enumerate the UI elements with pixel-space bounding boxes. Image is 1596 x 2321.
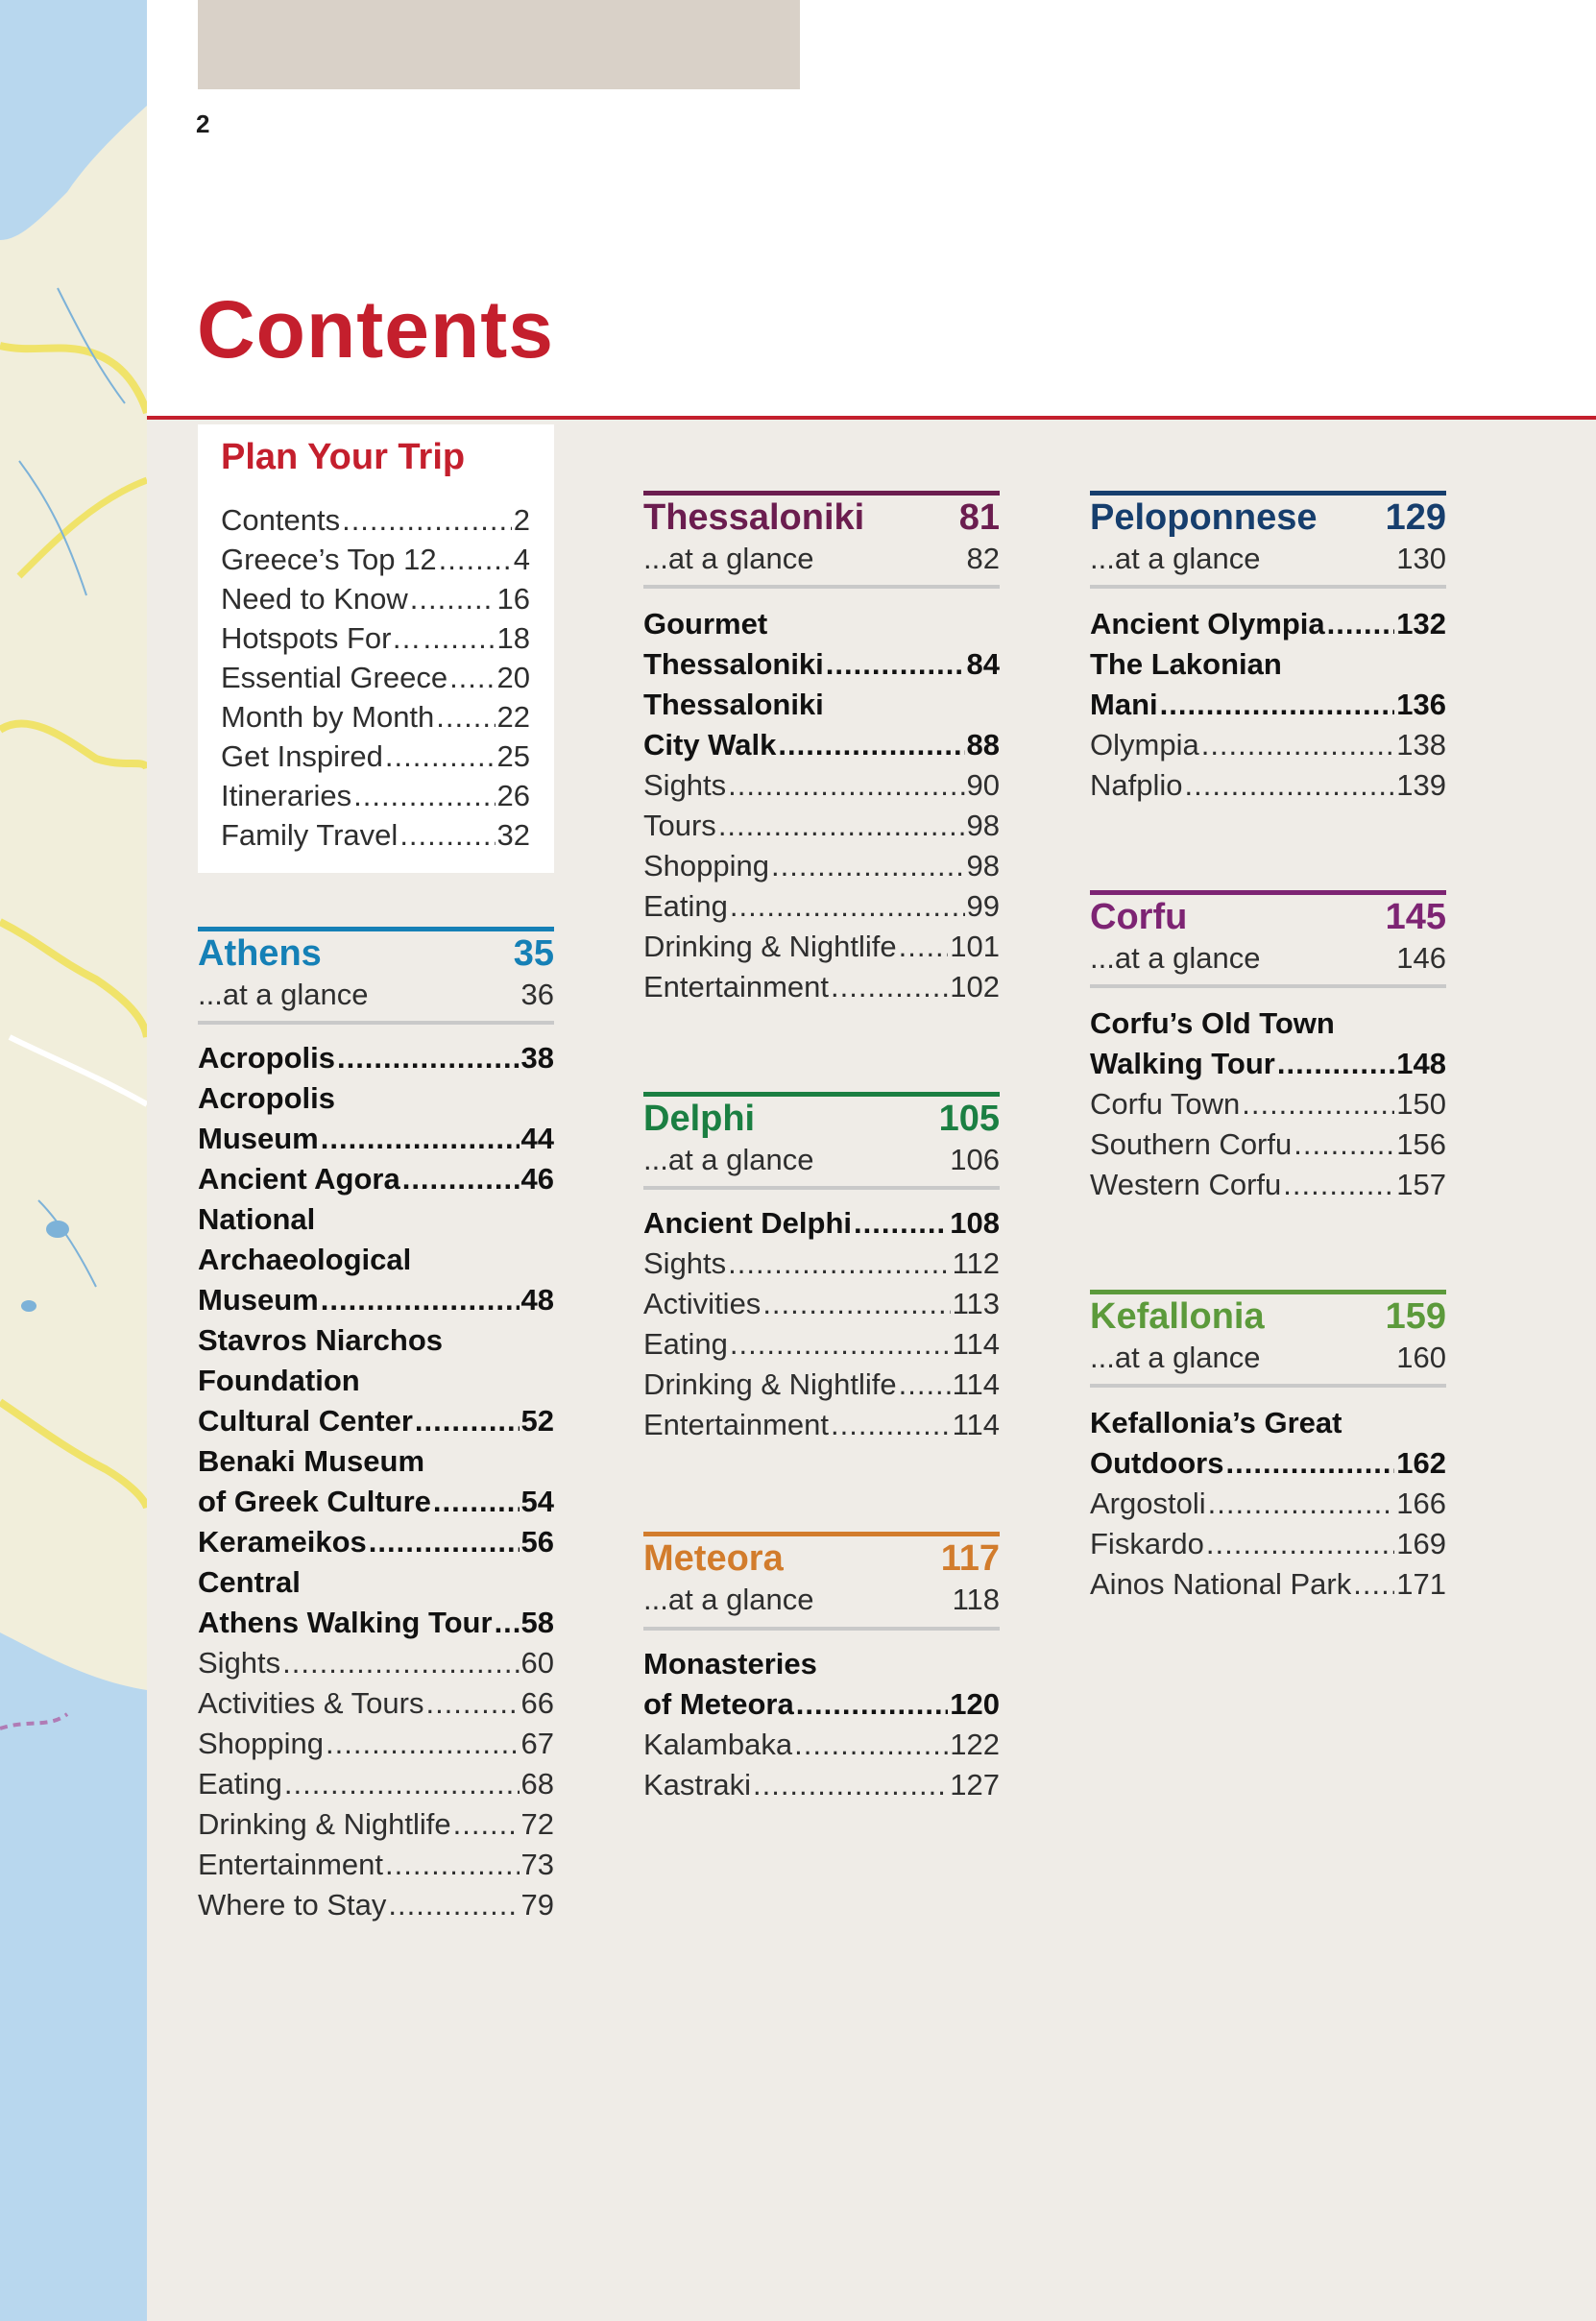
athens-rule: [198, 927, 554, 931]
toc-item[interactable]: Southern Corfu ..... 156: [1090, 1127, 1446, 1167]
toc-item[interactable]: Itineraries ..... 26: [221, 779, 530, 818]
section-header-thessaloniki[interactable]: Thessaloniki 81: [643, 497, 1000, 538]
toc-item[interactable]: Entertainment ..... 73: [198, 1848, 554, 1887]
toc-item-wrap[interactable]: Central: [198, 1565, 301, 1599]
toc-item[interactable]: Eating ..... 68: [198, 1767, 554, 1806]
toc-item[interactable]: Kalambaka ..... 122: [643, 1728, 1000, 1767]
toc-item[interactable]: Thessaloniki ..... 84: [643, 647, 1000, 687]
toc-item[interactable]: Activities ..... 113: [643, 1287, 1000, 1326]
corfu-rule: [1090, 890, 1446, 895]
toc-item[interactable]: Where to Stay ..... 79: [198, 1888, 554, 1927]
kefallonia-rule: [1090, 1290, 1446, 1294]
toc-item[interactable]: City Walk ..... 88: [643, 728, 1000, 767]
peloponnese-rule: [1090, 491, 1446, 496]
toc-item[interactable]: Drinking & Nightlife ..... 72: [198, 1807, 554, 1847]
delphi-at-a-glance[interactable]: ...at a glance 106: [643, 1143, 1000, 1176]
section-header-athens[interactable]: Athens 35: [198, 933, 554, 974]
section-header-corfu[interactable]: Corfu 145: [1090, 897, 1446, 937]
kefallonia-glance-rule: [1090, 1384, 1446, 1388]
toc-item-wrap[interactable]: Benaki Museum: [198, 1444, 425, 1478]
toc-item[interactable]: of Greek Culture ..... 54: [198, 1485, 554, 1524]
toc-item[interactable]: Mani ..... 136: [1090, 688, 1446, 727]
toc-item[interactable]: Contents ..... 2: [221, 503, 530, 543]
toc-item-wrap[interactable]: National: [198, 1202, 316, 1236]
toc-item[interactable]: Essential Greece ..... 20: [221, 661, 530, 700]
toc-item-wrap[interactable]: Thessaloniki: [643, 688, 824, 721]
meteora-at-a-glance[interactable]: ...at a glance 118: [643, 1583, 1000, 1616]
corfu-glance-rule: [1090, 984, 1446, 988]
toc-item[interactable]: of Meteora ..... 120: [643, 1687, 1000, 1727]
toc-item-wrap[interactable]: Kefallonia’s Great: [1090, 1406, 1342, 1439]
athens-glance-rule: [198, 1021, 554, 1025]
toc-item[interactable]: Olympia ..... 138: [1090, 728, 1446, 767]
toc-item[interactable]: Walking Tour ..... 148: [1090, 1047, 1446, 1086]
meteora-glance-rule: [643, 1627, 1000, 1631]
toc-item[interactable]: Athens Walking Tour ..... 58: [198, 1606, 554, 1645]
toc-item[interactable]: Shopping ..... 67: [198, 1727, 554, 1766]
toc-item-wrap[interactable]: Stavros Niarchos: [198, 1323, 443, 1357]
toc-item[interactable]: Eating ..... 99: [643, 889, 1000, 929]
toc-item[interactable]: Hotspots For… ..... 18: [221, 621, 530, 661]
toc-item[interactable]: Ancient Delphi ..... 108: [643, 1206, 1000, 1245]
toc-item-wrap[interactable]: Foundation: [198, 1364, 360, 1397]
thessaloniki-rule: [643, 491, 1000, 496]
section-header-delphi[interactable]: Delphi 105: [643, 1099, 1000, 1139]
toc-item[interactable]: Corfu Town ..... 150: [1090, 1087, 1446, 1126]
kefallonia-at-a-glance[interactable]: ...at a glance 160: [1090, 1341, 1446, 1374]
corfu-at-a-glance[interactable]: ...at a glance 146: [1090, 941, 1446, 975]
page-number: 2: [196, 109, 210, 138]
map-strip: [0, 0, 147, 2321]
plan-your-trip-heading: Plan Your Trip: [221, 437, 466, 477]
delphi-glance-rule: [643, 1186, 1000, 1190]
toc-item[interactable]: Ainos National Park ..... 171: [1090, 1567, 1446, 1607]
toc-item[interactable]: Outdoors ..... 162: [1090, 1446, 1446, 1486]
thessaloniki-glance-rule: [643, 585, 1000, 589]
toc-item-wrap[interactable]: Corfu’s Old Town: [1090, 1006, 1335, 1040]
peloponnese-at-a-glance[interactable]: ...at a glance 130: [1090, 542, 1446, 575]
toc-item[interactable]: Ancient Agora ..... 46: [198, 1162, 554, 1201]
toc-item[interactable]: Tours ..... 98: [643, 809, 1000, 848]
toc-item[interactable]: Entertainment ..... 102: [643, 970, 1000, 1009]
toc-item-wrap[interactable]: The Lakonian: [1090, 647, 1282, 681]
thessaloniki-at-a-glance[interactable]: ...at a glance 82: [643, 542, 1000, 575]
toc-item[interactable]: Drinking & Nightlife ..... 114: [643, 1367, 1000, 1407]
toc-item-wrap[interactable]: Archaeological: [198, 1243, 412, 1276]
page-title: Contents: [197, 284, 554, 375]
toc-item[interactable]: Shopping ..... 98: [643, 849, 1000, 888]
toc-item[interactable]: Nafplio ..... 139: [1090, 768, 1446, 808]
toc-item[interactable]: Entertainment ..... 114: [643, 1408, 1000, 1447]
toc-item[interactable]: Museum ..... 44: [198, 1122, 554, 1161]
toc-item[interactable]: Sights ..... 112: [643, 1246, 1000, 1286]
toc-item-wrap[interactable]: Monasteries: [643, 1647, 817, 1680]
athens-at-a-glance[interactable]: ...at a glance 36: [198, 978, 554, 1011]
toc-item[interactable]: Greece’s Top 12 ..... 4: [221, 543, 530, 582]
toc-item[interactable]: Fiskardo ..... 169: [1090, 1527, 1446, 1566]
section-header-kefallonia[interactable]: Kefallonia 159: [1090, 1296, 1446, 1337]
toc-item[interactable]: Sights ..... 90: [643, 768, 1000, 808]
peloponnese-glance-rule: [1090, 585, 1446, 589]
title-divider: [147, 416, 1596, 420]
toc-item[interactable]: Month by Month ..... 22: [221, 700, 530, 739]
toc-item[interactable]: Museum ..... 48: [198, 1283, 554, 1322]
toc-item[interactable]: Activities & Tours ..... 66: [198, 1686, 554, 1726]
decorative-bar: [198, 0, 800, 89]
toc-item[interactable]: Sights ..... 60: [198, 1646, 554, 1685]
toc-item[interactable]: Eating ..... 114: [643, 1327, 1000, 1366]
toc-item[interactable]: Cultural Center ..... 52: [198, 1404, 554, 1443]
toc-item[interactable]: Acropolis ..... 38: [198, 1041, 554, 1080]
toc-item[interactable]: Argostoli ..... 166: [1090, 1487, 1446, 1526]
toc-item[interactable]: Kastraki ..... 127: [643, 1768, 1000, 1807]
meteora-rule: [643, 1532, 1000, 1536]
toc-item[interactable]: Western Corfu ..... 157: [1090, 1168, 1446, 1207]
toc-item-wrap[interactable]: Acropolis: [198, 1081, 335, 1115]
toc-item[interactable]: Need to Know ..... 16: [221, 582, 530, 621]
section-header-peloponnese[interactable]: Peloponnese 129: [1090, 497, 1446, 538]
toc-item[interactable]: Kerameikos ..... 56: [198, 1525, 554, 1564]
toc-item[interactable]: Family Travel ..... 32: [221, 818, 530, 858]
delphi-rule: [643, 1092, 1000, 1097]
toc-item-wrap[interactable]: Gourmet: [643, 607, 768, 641]
section-header-meteora[interactable]: Meteora 117: [643, 1538, 1000, 1579]
toc-item[interactable]: Drinking & Nightlife ..... 101: [643, 930, 1000, 969]
toc-item[interactable]: Ancient Olympia ..... 132: [1090, 607, 1446, 646]
toc-item[interactable]: Get Inspired ..... 25: [221, 739, 530, 779]
